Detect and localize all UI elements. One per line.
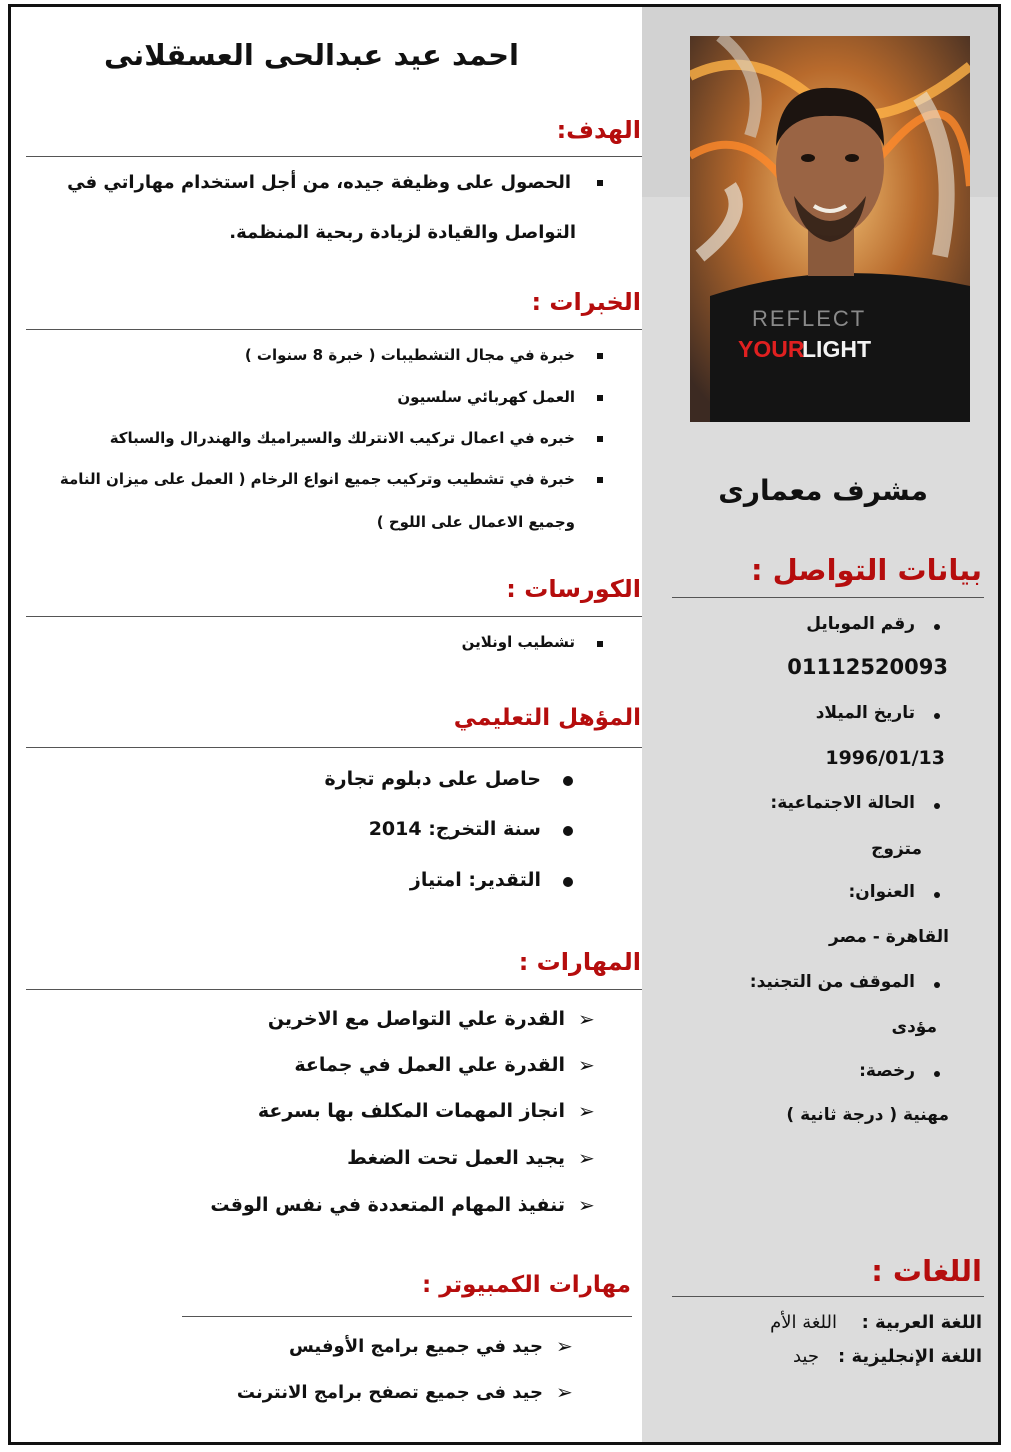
check-icon: ➢ [578, 1099, 595, 1123]
contact-bullet-marital [934, 803, 940, 809]
shirt-text-reflect: REFLECT [752, 306, 867, 331]
check-icon: ➢ [556, 1334, 573, 1358]
skills-item-4: يجيد العمل تحت الضغط [347, 1147, 565, 1169]
experience-item-4-cont: وجميع الاعمال على اللوح ) [376, 513, 575, 531]
mobile-value: 01112520093 [787, 655, 948, 679]
page-title: احمد عيد عبدالحى العسقلانى [103, 38, 519, 72]
education-rule [26, 747, 642, 748]
experience-bullet-4 [597, 477, 603, 483]
military-label: الموقف من التجنيد: [749, 972, 915, 992]
education-bullet-2 [563, 826, 573, 836]
check-icon: ➢ [578, 1053, 595, 1077]
mobile-label: رقم الموبايل [806, 614, 915, 634]
experience-item-1: خبرة في مجال التشطيبات ( خبرة 8 سنوات ) [244, 346, 575, 364]
experience-rule [26, 329, 642, 330]
objective-line-2: التواصل والقيادة لزيادة ربحية المنظمة. [229, 222, 576, 243]
objective-line-1: الحصول على وظيفة جيده، من أجل استخدام مهاراتي في [67, 172, 571, 193]
skills-item-5: تنفيذ المهام المتعددة في نفس الوقت [210, 1194, 565, 1216]
experience-bullet-2 [597, 395, 603, 401]
contact-bullet-license [934, 1071, 940, 1077]
contact-bullet-mobile [934, 624, 940, 630]
job-title: مشرف معمارى [718, 474, 928, 507]
license-value: مهنية ( درجة ثانية ) [786, 1105, 949, 1125]
address-label: العنوان: [848, 882, 915, 902]
contact-rule [672, 597, 984, 598]
languages-title: اللغات : [871, 1254, 982, 1288]
license-label: رخصة: [859, 1061, 915, 1081]
skills-item-3: انجاز المهمات المكلف بها بسرعة [257, 1100, 565, 1122]
english-label: اللغة الإنجليزية : [838, 1346, 982, 1367]
english-value: جيد [792, 1346, 819, 1367]
address-value: القاهرة - مصر [829, 927, 949, 947]
skills-title: المهارات : [518, 948, 641, 976]
birth-value: 1996/01/13 [825, 747, 945, 769]
portrait-illustration [690, 36, 970, 422]
experience-bullet-1 [597, 353, 603, 359]
computer-item-1: جيد في جميع برامج الأوفيس [288, 1336, 543, 1357]
military-value: مؤدى [891, 1017, 937, 1037]
education-item-3: التقدير: امتياز [409, 869, 541, 891]
education-bullet-3 [563, 877, 573, 887]
experience-item-2: العمل كهربائي سلسيون [397, 388, 575, 406]
contact-bullet-military [934, 982, 940, 988]
experience-item-3: خبره في اعمال تركيب الانترلك والسيراميك والهندرال والسباكة [109, 429, 575, 447]
arabic-value: اللغة الأم [770, 1312, 837, 1333]
contact-bullet-birth [934, 713, 940, 719]
shirt-text-your: YOUR [738, 336, 805, 362]
courses-title: الكورسات : [506, 575, 641, 603]
education-item-1: حاصل على دبلوم تجارة [324, 768, 541, 790]
courses-bullet-1 [597, 641, 603, 647]
education-item-2: سنة التخرج: 2014 [368, 818, 541, 840]
arabic-label: اللغة العربية : [861, 1312, 982, 1333]
experience-item-4: خبرة في تشطيب وتركيب جميع انواع الرخام ( العمل على ميزان النامة [59, 470, 575, 488]
profile-photo [690, 36, 970, 422]
languages-rule [672, 1296, 984, 1297]
skills-item-1: القدرة علي التواصل مع الاخرين [267, 1008, 565, 1030]
skills-item-2: القدرة علي العمل في جماعة [294, 1054, 565, 1076]
contact-bullet-address [934, 892, 940, 898]
objective-title: الهدف: [556, 116, 641, 144]
check-icon: ➢ [578, 1146, 595, 1170]
check-icon: ➢ [556, 1380, 573, 1404]
check-icon: ➢ [578, 1007, 595, 1031]
objective-bullet [597, 180, 603, 186]
courses-rule [26, 616, 642, 617]
courses-item-1: تشطيب اونلاين [461, 633, 575, 651]
marital-value: متزوج [871, 839, 922, 859]
skills-rule [26, 989, 642, 990]
contact-title: بيانات التواصل : [750, 553, 982, 587]
education-bullet-1 [563, 776, 573, 786]
birth-label: تاريخ الميلاد [815, 703, 915, 723]
computer-item-2: جيد فى جميع تصفح برامج الانترنت [236, 1382, 543, 1403]
experience-title: الخبرات : [531, 288, 641, 316]
check-icon: ➢ [578, 1193, 595, 1217]
education-title: المؤهل التعليمي [453, 705, 641, 731]
shirt-text-light: LIGHT [802, 336, 871, 362]
computer-rule [182, 1316, 632, 1317]
experience-bullet-3 [597, 436, 603, 442]
marital-label: الحالة الاجتماعية: [770, 793, 915, 813]
objective-rule [26, 156, 642, 157]
computer-title: مهارات الكمبيوتر : [422, 1272, 631, 1298]
